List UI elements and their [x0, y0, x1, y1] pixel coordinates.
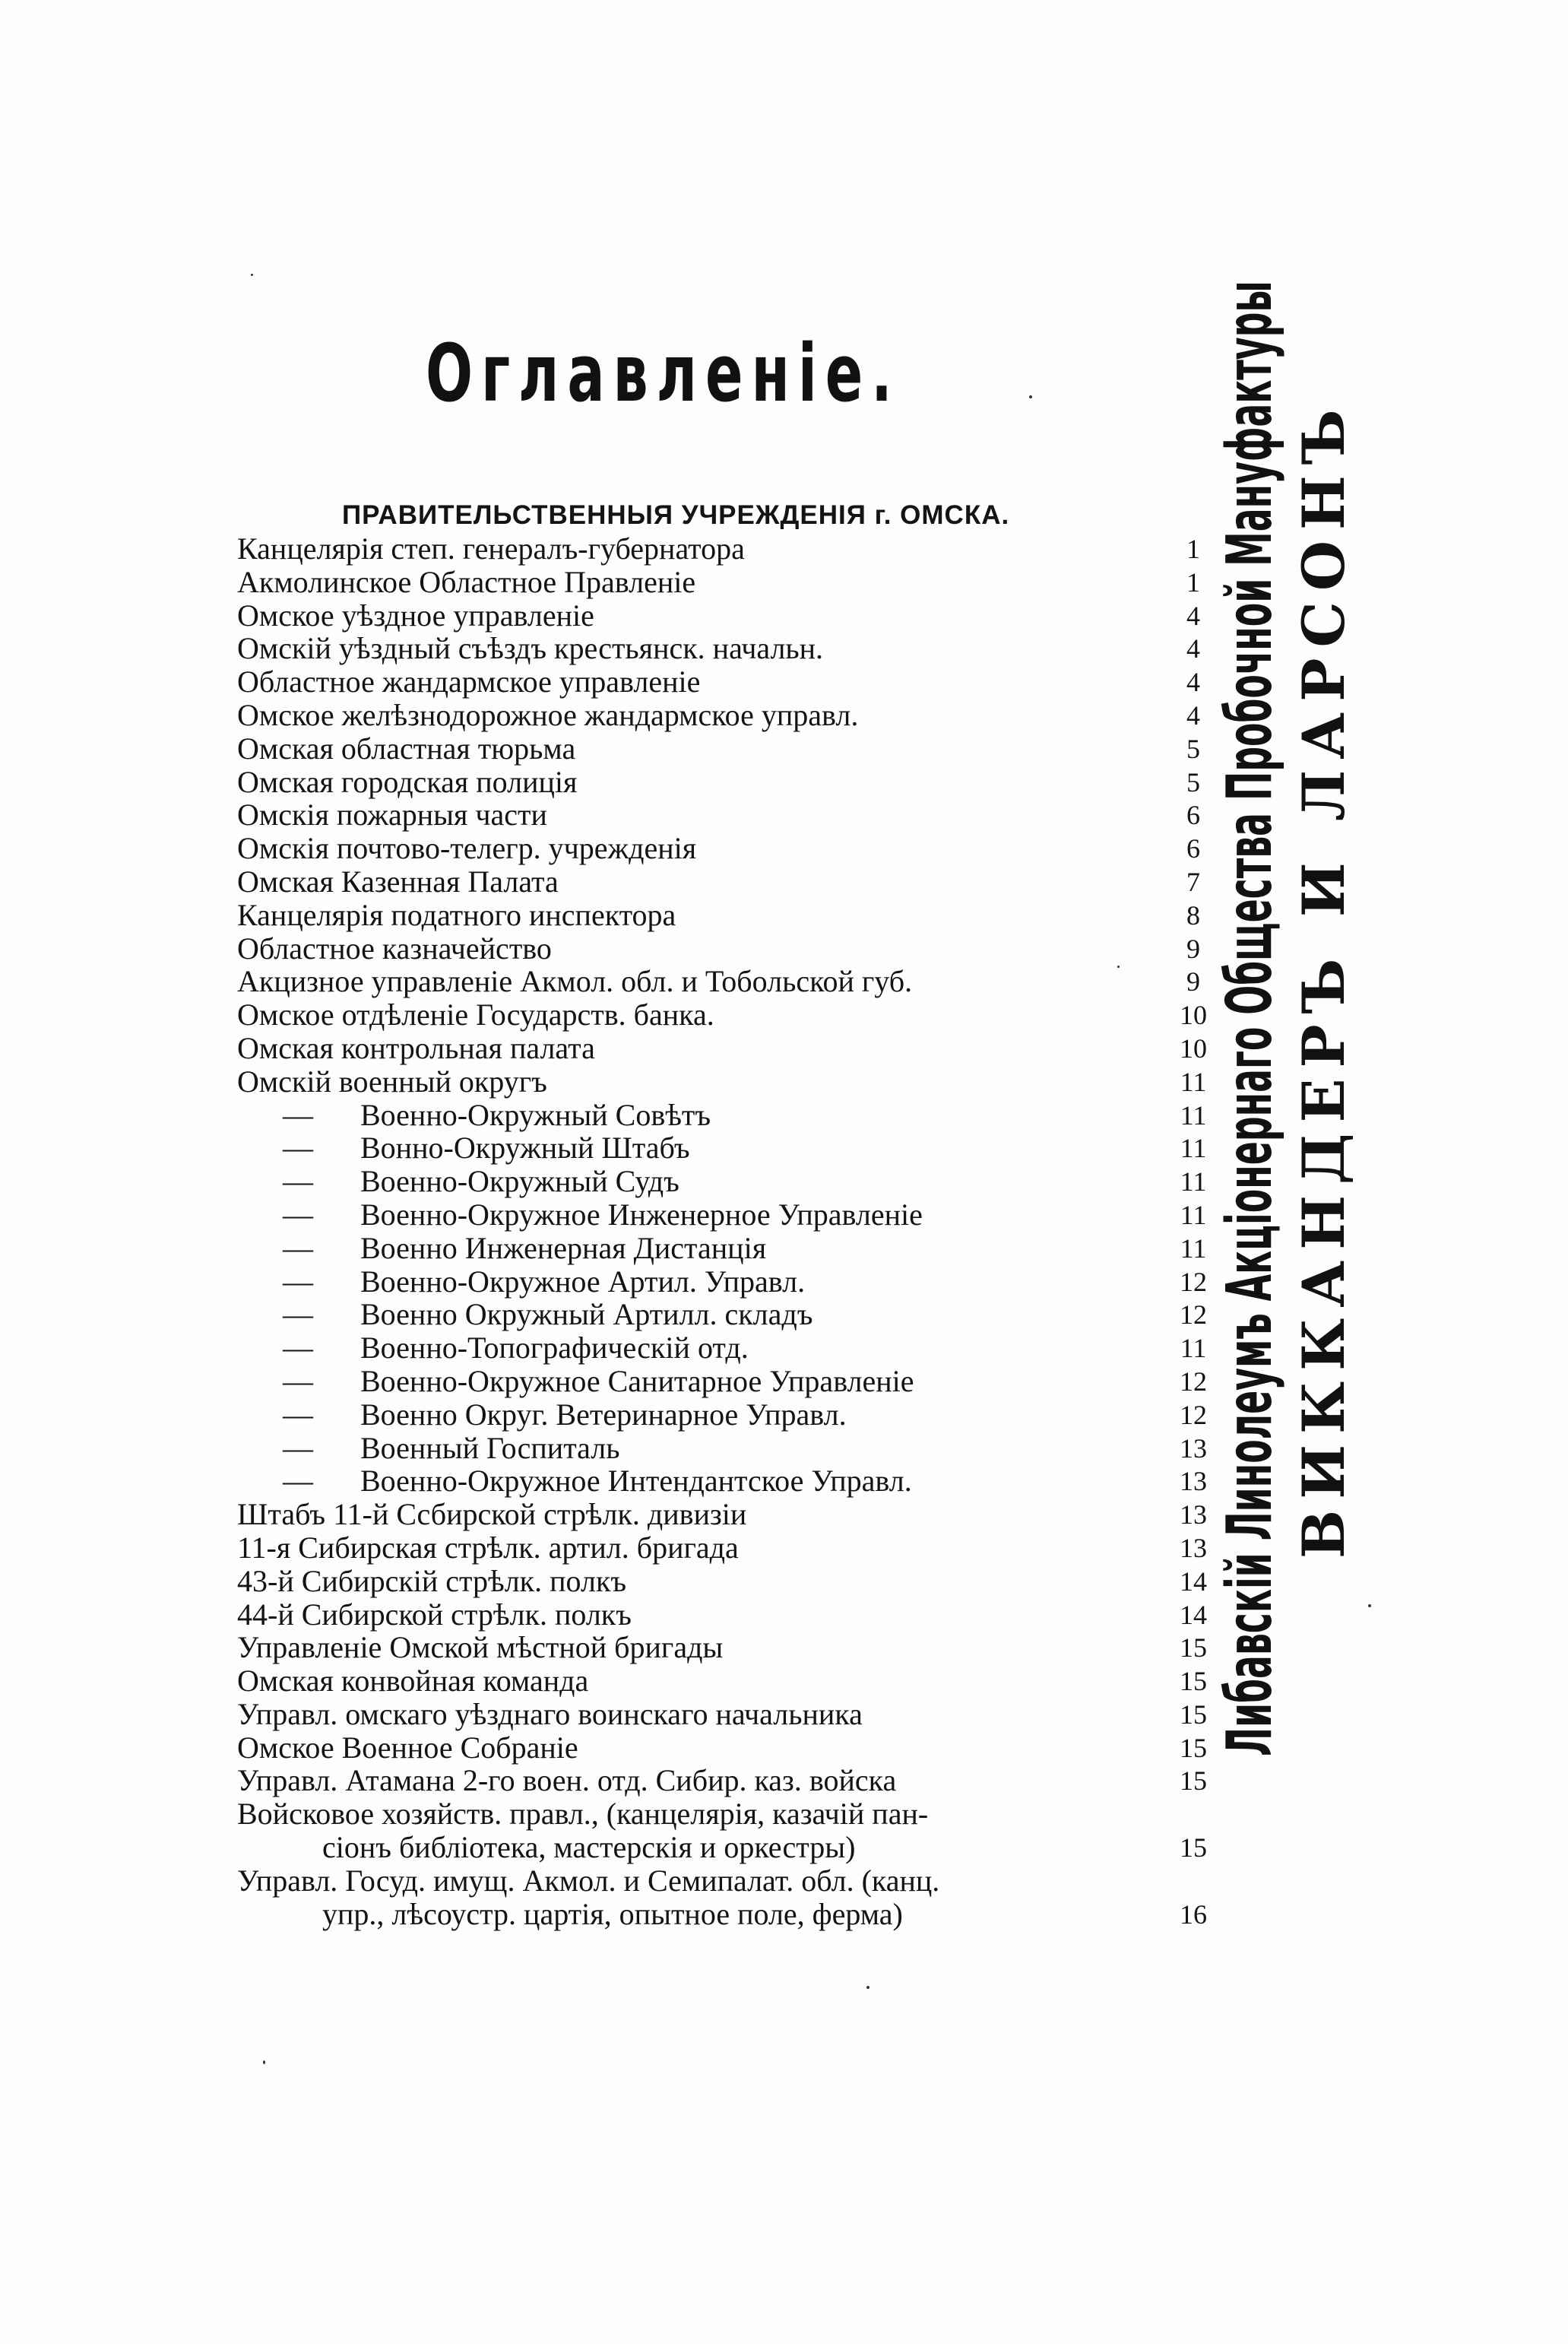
toc-dash: — [283, 1131, 313, 1166]
toc-entry-label: Военно Инженерная Дистанція [360, 1230, 767, 1265]
toc-page-number: 1 [1186, 534, 1200, 564]
toc-entry-label: Областное казначейство [237, 931, 552, 966]
toc-entry-label: Войсковое хозяйств. правл., (канцелярія, казачій пан- [237, 1797, 929, 1832]
toc-page-number: 11 [1180, 1166, 1207, 1197]
toc-entry-label: Военно-Топографическій отд. [360, 1331, 749, 1365]
toc-entry-label: Военно-Окружное Санитарное Управленіе [360, 1363, 914, 1398]
toc-row [237, 965, 1248, 998]
toc-sub-row [237, 1131, 1248, 1165]
table-of-contents [237, 532, 1248, 1930]
toc-page-number: 15 [1180, 1832, 1207, 1863]
toc-row [237, 699, 1248, 732]
toc-entry-label: Омское уѣздное управленіе [237, 598, 594, 633]
toc-row [237, 1565, 1248, 1598]
toc-row [237, 766, 1248, 799]
toc-entry-label: Акцизное управленіе Акмол. обл. и Тобольской губ. [237, 964, 913, 999]
advertisement-brand-line: ВИККАНДЕРЪ И ЛАРСОНЪ [1290, 398, 1357, 1559]
toc-page-number: 4 [1186, 699, 1200, 731]
toc-page-number: 12 [1180, 1299, 1207, 1331]
toc-entry-label: Военно-Окружное Инженерное Управленіе [360, 1197, 923, 1232]
toc-entry-label: Военно-Окружный Судъ [360, 1164, 679, 1199]
toc-page-number: 15 [1180, 1666, 1207, 1697]
toc-page-number: 11 [1180, 1133, 1207, 1164]
toc-page-number: 11 [1180, 1333, 1207, 1364]
speck [866, 1986, 870, 1989]
toc-row-multiline [237, 1797, 1248, 1864]
toc-row [237, 1498, 1248, 1531]
toc-page-number: 14 [1180, 1599, 1207, 1630]
toc-page-number: 11 [1180, 1199, 1207, 1230]
toc-page-number: 15 [1180, 1765, 1207, 1797]
toc-dash: — [283, 1297, 313, 1332]
toc-row [237, 1598, 1248, 1632]
toc-row [237, 832, 1248, 865]
toc-page-number: 13 [1180, 1532, 1207, 1563]
toc-entry-label: Управленіе Омской мѣстной бригады [237, 1630, 724, 1665]
speck [251, 274, 253, 276]
toc-page-number: 16 [1180, 1898, 1207, 1930]
advertisement-company-line [1208, 281, 1292, 1756]
toc-page-number: 10 [1180, 1032, 1207, 1064]
toc-row [237, 732, 1248, 766]
toc-row [237, 932, 1248, 966]
toc-page-number: 6 [1186, 800, 1200, 831]
speck [263, 2060, 265, 2064]
toc-page-number: 12 [1180, 1365, 1207, 1397]
toc-page-number: 4 [1186, 600, 1200, 631]
toc-entry-label: Канцелярія степ. генералъ-губернатора [237, 531, 745, 566]
toc-page-number: 15 [1180, 1632, 1207, 1664]
toc-entry-label: Канцелярія податного инспектора [237, 897, 676, 932]
toc-page-number: 4 [1186, 633, 1200, 665]
toc-entry-label: Управл. Атамана 2-го воен. отд. Сибир. каз. войска [237, 1763, 897, 1798]
speck [1368, 1604, 1371, 1607]
toc-dash: — [283, 1197, 313, 1232]
toc-page-number: 14 [1180, 1565, 1207, 1597]
toc-entry-label: Омскія почтово-телегр. учрежденія [237, 831, 697, 866]
toc-sub-row [237, 1232, 1248, 1265]
toc-row [237, 1731, 1248, 1765]
toc-row [237, 1065, 1248, 1099]
toc-sub-row [237, 1099, 1248, 1132]
toc-page-number: 12 [1180, 1399, 1207, 1430]
toc-dash: — [283, 1264, 313, 1299]
toc-entry-continuation: упр., лѣсоустр. цартія, опытное поле, ферма) [322, 1896, 903, 1931]
toc-row [237, 1032, 1248, 1065]
toc-page-number: 10 [1180, 1000, 1207, 1031]
toc-page-number: 4 [1186, 667, 1200, 698]
toc-entry-label: Военно-Окружное Артил. Управл. [360, 1264, 806, 1299]
toc-entry-label: Штабъ 11-й Ссбирской стрѣлк. дивизіи [237, 1497, 747, 1532]
speck [1117, 966, 1120, 968]
toc-row [237, 1764, 1248, 1797]
toc-page-number: 8 [1186, 899, 1200, 931]
toc-entry-label: Военно Окружный Артилл. складъ [360, 1297, 813, 1332]
toc-dash: — [283, 1363, 313, 1398]
toc-sub-row [237, 1265, 1248, 1299]
toc-page-number: 13 [1180, 1432, 1207, 1464]
toc-entry-label: Вонно-Окружный Штабъ [360, 1131, 690, 1166]
toc-page-number: 1 [1186, 566, 1200, 598]
toc-entry-label: Омская городская полиція [237, 764, 578, 799]
toc-entry-label: Омская областная тюрьма [237, 731, 576, 766]
toc-page-number: 5 [1186, 766, 1200, 798]
toc-entry-label: 11-я Сибирская стрѣлк. артил. бригада [237, 1530, 739, 1565]
toc-row [237, 599, 1248, 633]
toc-row [237, 899, 1248, 932]
toc-dash: — [283, 1464, 313, 1499]
toc-dash: — [283, 1397, 313, 1432]
toc-entry-label: Управл. Госуд. имущ. Акмол. и Семипалат. обл. (канц. [237, 1863, 940, 1898]
toc-sub-row [237, 1464, 1248, 1498]
toc-dash: — [283, 1164, 313, 1199]
toc-page-number: 6 [1186, 833, 1200, 864]
toc-page-number: 13 [1180, 1466, 1207, 1497]
toc-entry-label: Военно-Окружное Интендантское Управл. [360, 1464, 912, 1499]
toc-page-number: 11 [1180, 1099, 1207, 1131]
toc-entry-label: Военно Округ. Ветеринарное Управл. [360, 1397, 847, 1432]
toc-page-number: 11 [1180, 1232, 1207, 1264]
advertisement-company-text: Либавскій Линолеумъ Акціонернаго Общества Пробочной Мануфактуры [1214, 281, 1286, 1756]
toc-entry-label: Омская контрольная палата [237, 1030, 595, 1065]
toc-page-number: 9 [1186, 933, 1200, 964]
toc-entry-label: Военно-Окружный Совѣтъ [360, 1097, 711, 1132]
toc-page-number: 7 [1186, 866, 1200, 897]
toc-entry-label: Омское отдѣленіе Государств. банка. [237, 998, 714, 1032]
toc-sub-row [237, 1298, 1248, 1331]
toc-row [237, 1664, 1248, 1698]
toc-row [237, 1698, 1248, 1731]
toc-page-number: 5 [1186, 733, 1200, 764]
section-heading: ПРАВИТЕЛЬСТВЕННЫЯ УЧРЕЖДЕНІЯ г. ОМСКА. [342, 500, 1010, 530]
toc-row [237, 998, 1248, 1032]
toc-dash: — [283, 1230, 313, 1265]
toc-row [237, 566, 1248, 599]
toc-sub-row [237, 1398, 1248, 1432]
toc-row [237, 1631, 1248, 1664]
toc-row [237, 1531, 1248, 1565]
toc-dash: — [283, 1430, 313, 1465]
toc-row [237, 798, 1248, 832]
toc-row-multiline [237, 1864, 1248, 1931]
speck [1029, 395, 1032, 398]
page-title: Оглавленіе. [426, 327, 901, 420]
toc-sub-row [237, 1331, 1248, 1365]
toc-page-number: 15 [1180, 1732, 1207, 1763]
toc-entry-label: Омская конвойная команда [237, 1664, 589, 1699]
toc-sub-row [237, 1165, 1248, 1198]
toc-entry-label: Управл. омскаго уѣзднаго воинскаго начальника [237, 1696, 863, 1731]
toc-entry-label: Омскій военный округъ [237, 1064, 547, 1099]
toc-sub-row [237, 1365, 1248, 1398]
toc-row [237, 632, 1248, 665]
toc-entry-label: Омскія пожарныя части [237, 798, 547, 833]
toc-entry-label: Омское желѣзнодорожное жандармское управл. [237, 697, 859, 732]
toc-row [237, 532, 1248, 566]
toc-page-number: 13 [1180, 1499, 1207, 1530]
toc-entry-label: 44-й Сибирской стрѣлк. полкъ [237, 1597, 632, 1632]
toc-dash: — [283, 1331, 313, 1365]
vertical-advertisement [1208, 281, 1361, 1756]
toc-sub-row [237, 1432, 1248, 1465]
toc-entry-label: Областное жандармское управленіе [237, 665, 701, 699]
toc-page-number: 9 [1186, 966, 1200, 998]
toc-entry-label: Омская Казенная Палата [237, 864, 559, 899]
toc-entry-label: Военный Госпиталь [360, 1430, 620, 1465]
toc-page-number: 11 [1180, 1066, 1207, 1097]
toc-row [237, 665, 1248, 699]
toc-page-number: 12 [1180, 1266, 1207, 1297]
toc-entry-continuation: сіонъ библіотека, мастерскія и оркестры) [322, 1830, 856, 1865]
toc-entry-label: Омское Военное Собраніе [237, 1730, 578, 1765]
toc-entry-label: Омскій уѣздный съѣздъ крестьянск. начальн. [237, 631, 824, 666]
toc-page-number: 15 [1180, 1699, 1207, 1730]
toc-dash: — [283, 1097, 313, 1132]
toc-sub-row [237, 1198, 1248, 1232]
toc-entry-label: 43-й Сибирскій стрѣлк. полкъ [237, 1563, 627, 1598]
toc-entry-label: Акмолинское Областное Правленіе [237, 564, 696, 599]
toc-row [237, 865, 1248, 899]
